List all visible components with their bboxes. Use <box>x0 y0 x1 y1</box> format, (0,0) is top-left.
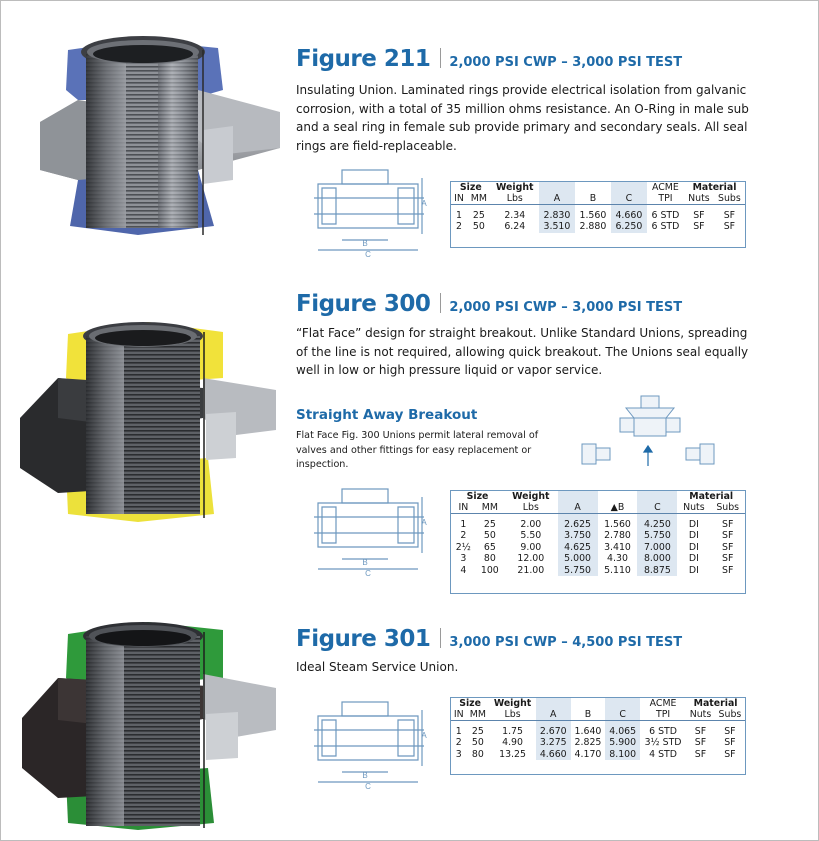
table-cell: 4.660 <box>611 210 647 221</box>
table-row <box>451 530 745 541</box>
table-cell: 2.880 <box>579 221 607 233</box>
title-divider <box>440 48 441 68</box>
table-cell: 6.24 <box>504 221 526 233</box>
table-cell: 3.410 <box>604 541 631 553</box>
table-cell: 3½ STD <box>644 737 682 749</box>
table-row <box>451 542 745 553</box>
dim-label-a: A <box>421 518 427 527</box>
table-row <box>451 210 745 221</box>
dim-label-a: A <box>421 199 427 208</box>
table-cell: SF <box>724 748 736 760</box>
table-cell: 2.780 <box>604 530 631 542</box>
table-cell: 3.750 <box>558 530 598 541</box>
figure-title <box>296 291 682 317</box>
subsection-description: Flat Face Fig. 300 Unions permit lateral removal of valves and other fittings for easy replacement or inspection. <box>296 430 539 470</box>
table-cell: DI <box>688 519 699 530</box>
title-divider <box>440 628 441 648</box>
table-cell: 2.830 <box>539 210 575 221</box>
table-cell: 6.250 <box>611 221 647 232</box>
table-cell: SF <box>724 726 736 737</box>
col-a: A <box>536 709 571 721</box>
table-cell: 7.000 <box>637 542 677 553</box>
col-acme: ACME <box>649 698 677 709</box>
spec-table-301 <box>450 697 746 775</box>
figure-description: Insulating Union. Laminated rings provide electrical isolation from galvanic corrosion, with a total of 35 million ohms resistance. An O-Ring in male sub and a seal ring in female sub provide primary and secondary seals. All seal rings are field-replaceable. <box>296 83 749 153</box>
table-row <box>451 565 745 576</box>
table-cell: 1 <box>456 210 463 221</box>
table-cell: 2.625 <box>558 519 598 530</box>
col-tpi: TPI <box>640 709 686 721</box>
table-cell: 4.625 <box>558 542 598 553</box>
table-cell: SF <box>694 737 707 749</box>
table-cell: 50 <box>471 737 484 749</box>
table-cell: 1.560 <box>579 210 607 221</box>
dim-label-b: B <box>362 239 368 248</box>
table-cell: 2.825 <box>574 737 602 749</box>
table-cell: 1.75 <box>502 726 523 737</box>
table-cell: 8.875 <box>637 565 677 576</box>
table-cell: DI <box>688 541 699 553</box>
pressure-rating: 2,000 PSI CWP – 3,000 PSI TEST <box>449 55 683 70</box>
table-row <box>451 519 745 530</box>
union-dimension-diagram <box>312 700 428 790</box>
col-subs: Subs <box>715 709 745 721</box>
table-cell: 5.750 <box>558 565 598 576</box>
table-cell: 1 <box>455 726 462 737</box>
col-nuts: Nuts <box>684 193 714 205</box>
col-weight: Weight <box>493 698 532 709</box>
table-cell: 2 <box>460 530 467 542</box>
col-subs: Subs <box>714 193 745 205</box>
table-cell: 4 <box>460 564 467 576</box>
table-cell: 50 <box>483 530 496 542</box>
table-cell: 3.275 <box>536 737 571 748</box>
table-cell: 8.100 <box>605 749 640 760</box>
table-cell: SF <box>722 564 734 576</box>
table-cell: SF <box>722 530 734 542</box>
table-cell: SF <box>722 541 734 553</box>
figure-number: Figure 211 <box>296 46 431 72</box>
col-lbs: Lbs <box>489 709 536 721</box>
col-in: IN <box>451 193 467 205</box>
pressure-rating: 3,000 PSI CWP – 4,500 PSI TEST <box>449 635 683 650</box>
col-material: Material <box>692 182 737 193</box>
table-cell: 4.90 <box>502 737 523 749</box>
table-row <box>451 553 745 564</box>
col-size: Size <box>459 698 481 709</box>
dim-label-c: C <box>365 250 371 258</box>
figure-title <box>296 46 682 72</box>
col-nuts: Nuts <box>686 709 715 721</box>
union-photo-211 <box>18 30 280 240</box>
col-c: C <box>637 502 677 514</box>
col-in: IN <box>451 709 467 721</box>
table-cell: 5.750 <box>637 530 677 541</box>
table-cell: 25 <box>472 210 485 221</box>
union-photo-300 <box>18 318 280 523</box>
table-cell: 4.30 <box>607 553 628 565</box>
table-cell: DI <box>688 530 699 542</box>
col-nuts: Nuts <box>677 502 710 514</box>
table-cell: 25 <box>471 726 484 737</box>
figure-description: “Flat Face” design for straight breakout. Unlike Standard Unions, spreading of the line is not required, allowing quick breakout. The Unions seal equally well in low or high pressure liquid or vapor service. <box>296 326 749 377</box>
col-lbs: Lbs <box>491 193 539 205</box>
col-mm: MM <box>467 193 491 205</box>
table-cell: 1.560 <box>604 519 631 530</box>
dim-label-c: C <box>365 782 371 790</box>
figure-title <box>296 626 682 652</box>
table-cell: SF <box>723 221 736 233</box>
table-cell: 80 <box>483 553 496 565</box>
dim-label-b: B <box>362 558 368 567</box>
table-cell: SF <box>722 553 734 565</box>
col-mm: MM <box>476 502 504 514</box>
table-cell: 6 STD <box>649 726 677 737</box>
table-cell: 3 <box>455 748 462 760</box>
union-dimension-diagram <box>312 487 428 577</box>
col-b: B <box>575 193 611 205</box>
col-size: Size <box>466 491 489 502</box>
table-cell: 6 STD <box>651 210 680 221</box>
col-acme: ACME <box>652 182 679 193</box>
figure-number: Figure 301 <box>296 626 431 652</box>
table-cell: SF <box>693 210 705 221</box>
table-cell: 2½ <box>455 541 471 553</box>
table-cell: 3.510 <box>539 221 575 232</box>
table-cell: SF <box>693 221 705 233</box>
table-cell: 65 <box>483 541 496 553</box>
table-cell: 2.34 <box>504 210 526 221</box>
table-cell: 50 <box>472 221 485 233</box>
breakout-illustration <box>578 392 718 472</box>
col-in: IN <box>451 502 476 514</box>
col-material: Material <box>693 698 738 709</box>
union-dimension-diagram <box>312 168 428 258</box>
table-cell: 4.660 <box>536 749 571 760</box>
col-mm: MM <box>467 709 490 721</box>
pressure-rating: 2,000 PSI CWP – 3,000 PSI TEST <box>449 300 683 315</box>
table-cell: SF <box>723 210 736 221</box>
table-cell: 4 STD <box>649 748 677 760</box>
table-cell: 5.50 <box>520 530 542 542</box>
table-cell: SF <box>694 748 707 760</box>
table-cell: 4.170 <box>574 748 602 760</box>
table-cell: 5.000 <box>558 553 598 564</box>
table-cell: 2 <box>456 221 463 233</box>
table-cell: 9.00 <box>520 541 542 553</box>
spec-table-300 <box>450 490 746 594</box>
table-cell: 2.00 <box>520 519 542 530</box>
table-cell: 100 <box>480 564 499 576</box>
col-material: Material <box>689 491 734 502</box>
table-row <box>451 749 745 760</box>
table-cell: 2 <box>455 737 462 749</box>
table-cell: 80 <box>471 748 484 760</box>
table-cell: 1 <box>460 519 467 530</box>
table-cell: DI <box>688 564 699 576</box>
col-c: C <box>611 193 647 205</box>
col-c: C <box>605 709 640 721</box>
table-cell: 4.250 <box>637 519 677 530</box>
title-divider <box>440 293 441 313</box>
col-tpi: TPI <box>647 193 684 205</box>
table-cell: 13.25 <box>499 748 526 760</box>
figure-description: Ideal Steam Service Union. <box>296 660 459 674</box>
table-cell: 8.000 <box>637 553 677 564</box>
dim-label-a: A <box>421 731 427 740</box>
col-size: Size <box>459 182 482 193</box>
table-cell: 1.640 <box>574 726 602 737</box>
table-row <box>451 726 745 737</box>
figure-number: Figure 300 <box>296 291 431 317</box>
col-weight: Weight <box>512 491 550 502</box>
col-a: A <box>558 502 598 514</box>
table-cell: SF <box>722 519 734 530</box>
subsection-title: Straight Away Breakout <box>296 407 478 423</box>
dim-label-c: C <box>365 569 371 577</box>
table-cell: 25 <box>483 519 496 530</box>
table-cell: SF <box>724 737 736 749</box>
table-cell: 3 <box>460 553 467 565</box>
table-cell: 21.00 <box>517 564 545 576</box>
table-cell: DI <box>688 553 699 565</box>
table-cell: 6 STD <box>651 221 680 233</box>
table-row <box>451 221 745 232</box>
table-cell: 2.670 <box>536 726 571 737</box>
spec-table-211 <box>450 181 746 248</box>
table-cell: 5.900 <box>605 737 640 748</box>
col-lbs: Lbs <box>504 502 558 514</box>
col-b: B <box>571 709 606 721</box>
union-photo-301 <box>18 618 280 833</box>
col-a: A <box>539 193 575 205</box>
table-cell: 4.065 <box>605 726 640 737</box>
col-subs: Subs <box>710 502 745 514</box>
table-cell: 12.00 <box>517 553 545 565</box>
col-weight: Weight <box>496 182 534 193</box>
dim-label-b: B <box>362 771 368 780</box>
table-row <box>451 737 745 748</box>
table-cell: 5.110 <box>604 564 631 576</box>
table-cell: SF <box>694 726 707 737</box>
col-b: ▲B <box>598 502 638 514</box>
